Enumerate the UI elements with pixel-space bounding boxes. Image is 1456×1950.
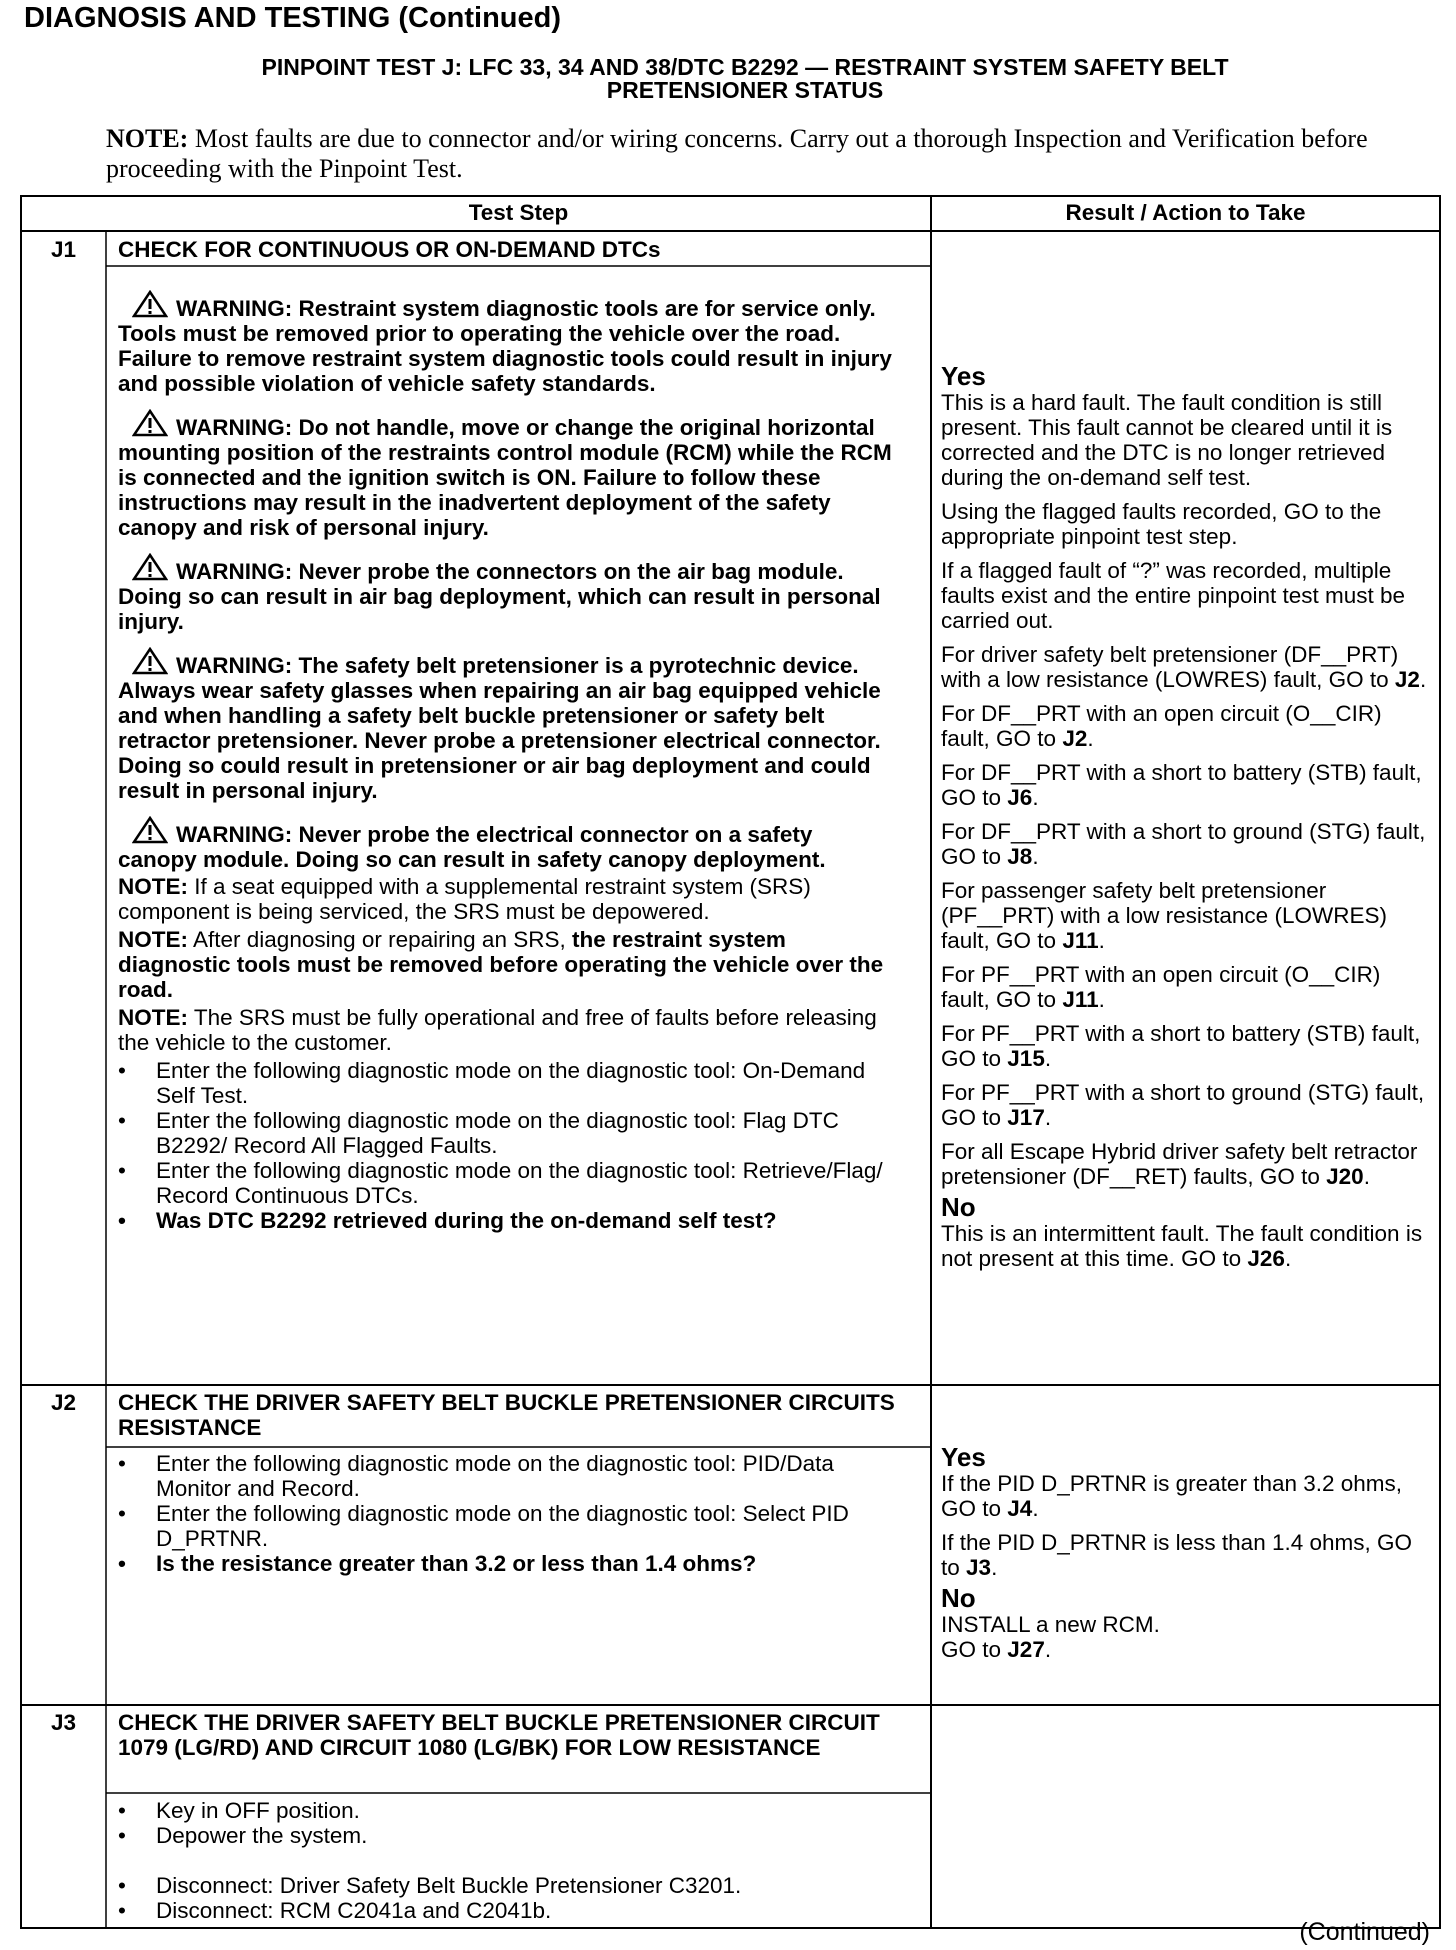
list-item: • Depower the system. [118,1823,908,1848]
step-title-j1: CHECK FOR CONTINUOUS OR ON-DEMAND DTCs [118,237,661,262]
go-to-target[interactable]: J20 [1326,1164,1364,1189]
step-body-j3 [118,1798,908,1923]
step-id-j3: J3 [50,1710,77,1735]
list-item: • Disconnect: Driver Safety Belt Buckle Pretensioner C3201. [118,1873,908,1898]
go-to-item: For DF__PRT with a short to ground (STG) fault, GO to J8. [941,819,1426,869]
warning-5: WARNING: Never probe the electrical connector on a safety canopy module. Doing so can result in safety canopy deployment. [118,816,893,872]
step-id-j1: J1 [50,237,77,262]
go-to-target[interactable]: J27 [1007,1637,1045,1662]
go-to-target[interactable]: J15 [1007,1046,1045,1071]
result-text: This is an intermittent fault. The fault condition is not present at this time. GO to J26. [941,1221,1423,1271]
warning-triangle-icon [132,647,168,675]
j2-actions [118,1451,893,1576]
note-srs-depower: NOTE: If a seat equipped with a supplemental restraint system (SRS) component is being serviced, the SRS must be depowered. [118,874,811,924]
go-to-item: For DF__PRT with a short to battery (STB) fault, GO to J6. [941,760,1422,810]
result-text: INSTALL a new RCM. [941,1612,1160,1637]
list-item: • Enter the following diagnostic mode on the diagnostic tool: Retrieve/Flag/ Record Continuous DTCs. [118,1158,893,1208]
result-j2 [941,1443,1433,1662]
note-srs-operational: NOTE: The SRS must be fully operational and free of faults before releasing the vehicle to the customer. [118,1005,877,1055]
go-to-target[interactable]: J3 [966,1555,992,1580]
go-to-target[interactable]: J26 [1247,1246,1285,1271]
list-item: • Enter the following diagnostic mode on the diagnostic tool: PID/Data Monitor and Record. [118,1451,893,1501]
step-title-j3: CHECK THE DRIVER SAFETY BELT BUCKLE PRETENSIONER CIRCUIT 1079 (LG/RD) AND CIRCUIT 1080 (LG/BK) FOR LOW RESISTANCE [118,1710,880,1760]
go-to-target[interactable]: J2 [1394,667,1420,692]
page-header: DIAGNOSIS AND TESTING (Continued) [24,2,562,34]
go-to-item: If the PID D_PRTNR is greater than 3.2 ohms, GO to J4. [941,1471,1403,1521]
result-yes-label: Yes [941,361,986,391]
continued-label: (Continued) [1299,1918,1430,1946]
step-id-j2: J2 [50,1390,77,1415]
test-title-line-2: PRETENSIONER STATUS [606,77,884,103]
go-to-item: For all Escape Hybrid driver safety belt retractor pretensioner (DF__RET) faults, GO to J20. [941,1139,1418,1189]
result-text: If a flagged fault of “?” was recorded, multiple faults exist and the entire pinpoint test must be carried out. [941,558,1406,633]
go-to-item: For PF__PRT with a short to ground (STG) fault, GO to J17. [941,1080,1425,1130]
go-to-target[interactable]: J8 [1007,844,1033,869]
go-to-item: For passenger safety belt pretensioner (PF__PRT) with a low resistance (LOWRES) fault, GO to J11. [941,878,1387,953]
step-title-j2: CHECK THE DRIVER SAFETY BELT BUCKLE PRETENSIONER CIRCUITS RESISTANCE [118,1390,895,1440]
j3-actions-b [118,1873,908,1923]
warning-triangle-icon [132,816,168,844]
go-to-item: For DF__PRT with an open circuit (O__CIR) fault, GO to J2. [941,701,1382,751]
list-item: • Enter the following diagnostic mode on the diagnostic tool: Select PID D_PRTNR. [118,1501,893,1551]
j3-actions-a [118,1798,908,1848]
top-note-text: Most faults are due to connector and/or wiring concerns. Carry out a thorough Inspection and Verification before proceeding with the Pinpoint Test. [106,124,1368,183]
note-after-diagnosing: NOTE: After diagnosing or repairing an SRS, the restraint system diagnostic tools must be removed before operating the vehicle over the road. [118,927,884,1002]
header-result-action: Result / Action to Take [1065,200,1306,225]
list-item: • Enter the following diagnostic mode on the diagnostic tool: Flag DTC B2292/ Record All Flagged Faults. [118,1108,893,1158]
go-to-item: If the PID D_PRTNR is less than 1.4 ohms, GO to J3. [941,1530,1413,1580]
go-to-target[interactable]: J2 [1062,726,1088,751]
go-to-item: For driver safety belt pretensioner (DF__PRT) with a low resistance (LOWRES) fault, GO to J2. [941,642,1427,692]
test-title-line-1: PINPOINT TEST J: LFC 33, 34 AND 38/DTC B2292 — RESTRAINT SYSTEM SAFETY BELT [261,54,1229,80]
list-item: • Key in OFF position. [118,1798,908,1823]
result-text: This is a hard fault. The fault condition is still present. This fault cannot be cleared until it is corrected and the DTC is no longer retrieved during the on-demand self test. [941,390,1393,490]
warning-3: WARNING: Never probe the connectors on the air bag module. Doing so can result in air bag deployment, which can result in personal injury. [118,553,893,634]
warning-1: WARNING: Restraint system diagnostic tools are for service only. Tools must be removed prior to operating the vehicle over the road. Failure to remove restraint system diagnostic tools could result in injury and possible violation of vehicle safety standards. [118,290,893,396]
result-text: Using the flagged faults recorded, GO to the appropriate pinpoint test step. [941,499,1382,549]
j1-question: • Was DTC B2292 retrieved during the on-demand self test? [118,1208,893,1233]
pinpoint-test-title [100,56,1390,102]
go-to-item: For PF__PRT with an open circuit (O__CIR) fault, GO to J11. [941,962,1381,1012]
go-to-target[interactable]: J17 [1007,1105,1045,1130]
j1-actions [118,1058,893,1233]
top-note-label: NOTE: [106,124,189,153]
list-item: • Enter the following diagnostic mode on the diagnostic tool: On-Demand Self Test. [118,1058,893,1108]
result-no-label: No [941,1583,976,1613]
warning-triangle-icon [132,409,168,437]
top-note [106,124,1406,184]
go-to-target[interactable]: J4 [1007,1496,1033,1521]
go-to-target[interactable]: J11 [1062,928,1099,953]
go-to-target[interactable]: J11 [1062,987,1099,1012]
warning-4: WARNING: The safety belt pretensioner is a pyrotechnic device. Always wear safety glasses when repairing an air bag equipped vehicle and when handling a safety belt buckle pretensioner or safety belt retractor pretensioner. Never probe a pretensioner electrical connector. Doing so could result in pretensioner or air bag deployment and could result in personal injury. [118,647,893,803]
result-yes-label: Yes [941,1442,986,1472]
step-body-j2 [118,1451,893,1576]
go-to-target[interactable]: J6 [1007,785,1033,810]
result-no-label: No [941,1192,976,1222]
warning-triangle-icon [132,290,168,318]
j2-question: • Is the resistance greater than 3.2 or less than 1.4 ohms? [118,1551,893,1576]
go-to-item: GO to J27. [941,1637,1052,1662]
step-body-j1 [118,290,893,1233]
header-test-step: Test Step [468,200,569,225]
result-j1 [941,362,1433,1280]
go-to-item: For PF__PRT with a short to battery (STB) fault, GO to J15. [941,1021,1421,1071]
list-item: • Disconnect: RCM C2041a and C2041b. [118,1898,908,1923]
warning-2: WARNING: Do not handle, move or change the original horizontal mounting position of the restraints control module (RCM) while the RCM is connected and the ignition switch is ON. Failure to follow these instructions may result in the inadvertent deployment of the safety canopy and risk of personal injury. [118,409,893,540]
warning-triangle-icon [132,553,168,581]
